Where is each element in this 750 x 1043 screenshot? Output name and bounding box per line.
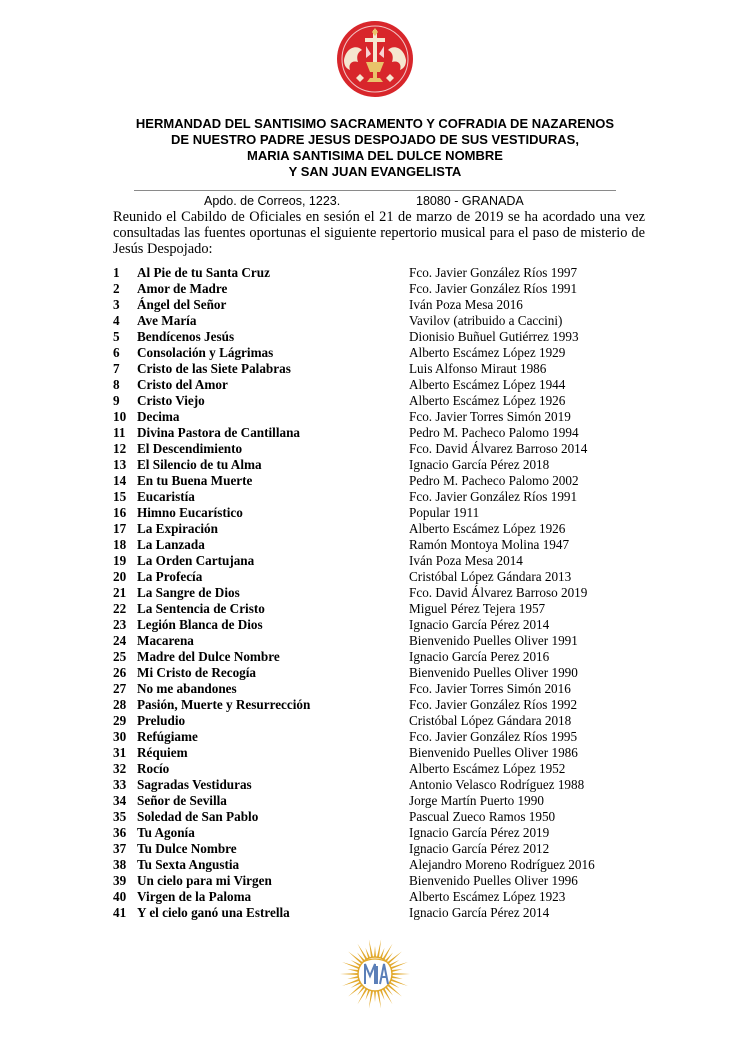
repertoire-row	[113, 553, 653, 569]
march-title: Cristo de las Siete Palabras	[137, 361, 291, 376]
repertoire-row	[113, 873, 653, 889]
repertoire-row	[113, 473, 653, 489]
march-number: 37	[113, 841, 127, 856]
repertoire-row	[113, 713, 653, 729]
intro-paragraph	[113, 209, 645, 257]
march-title: Al Pie de tu Santa Cruz	[137, 265, 270, 280]
march-number: 40	[113, 889, 127, 904]
march-title: En tu Buena Muerte	[137, 473, 253, 488]
march-composer: Fco. Javier González Ríos 1991	[409, 281, 578, 296]
march-title: Y el cielo ganó una Estrella	[137, 905, 290, 920]
march-title: La Expiración	[137, 521, 218, 536]
march-number: 32	[113, 761, 127, 776]
march-title: La Sentencia de Cristo	[137, 601, 265, 616]
march-composer: Fco. Javier González Ríos 1995	[409, 729, 578, 744]
march-number: 1	[113, 265, 120, 280]
march-composer: Jorge Martín Puerto 1990	[409, 793, 544, 808]
march-composer: Ignacio García Perez 2016	[409, 649, 550, 664]
march-title: Legión Blanca de Dios	[137, 617, 263, 632]
repertoire-row	[113, 665, 653, 681]
march-title: Amor de Madre	[137, 281, 228, 296]
march-composer: Bienvenido Puelles Oliver 1986	[409, 745, 578, 760]
march-number: 36	[113, 825, 127, 840]
march-composer: Fco. Javier González Ríos 1992	[409, 697, 578, 712]
march-title: Sagradas Vestiduras	[137, 777, 252, 792]
march-number: 18	[113, 537, 127, 552]
march-title: Decima	[137, 409, 180, 424]
march-number: 26	[113, 665, 127, 680]
march-composer: Luis Alfonso Miraut 1986	[409, 361, 547, 376]
march-composer: Miguel Pérez Tejera 1957	[409, 601, 546, 616]
repertoire-row	[113, 617, 653, 633]
march-title: Macarena	[137, 633, 194, 648]
repertoire-row	[113, 297, 653, 313]
march-title: Tu Agonía	[137, 825, 195, 840]
march-title: Tu Sexta Angustia	[137, 857, 240, 872]
march-composer: Ramón Montoya Molina 1947	[409, 537, 570, 552]
march-composer: Iván Poza Mesa 2016	[409, 297, 523, 312]
march-title: Eucaristía	[137, 489, 195, 504]
repertoire-row	[113, 329, 653, 345]
march-number: 33	[113, 777, 127, 792]
march-composer: Alberto Escámez López 1926	[409, 393, 566, 408]
march-composer: Fco. Javier González Ríos 1991	[409, 489, 578, 504]
header-divider	[134, 190, 616, 191]
march-number: 5	[113, 329, 120, 344]
march-composer: Cristóbal López Gándara 2018	[409, 713, 572, 728]
repertoire-row	[113, 889, 653, 905]
march-number: 6	[113, 345, 120, 360]
repertoire-row	[113, 697, 653, 713]
march-composer: Antonio Velasco Rodríguez 1988	[409, 777, 585, 792]
repertoire-row	[113, 905, 653, 921]
march-composer: Fco. Javier Torres Simón 2016	[409, 681, 571, 696]
repertoire-row	[113, 377, 653, 393]
march-composer: Fco. Javier González Ríos 1997	[409, 265, 578, 280]
march-title: La Lanzada	[137, 537, 205, 552]
repertoire-row	[113, 505, 653, 521]
repertoire-row	[113, 409, 653, 425]
march-composer: Pascual Zueco Ramos 1950	[409, 809, 556, 824]
march-title: El Silencio de tu Alma	[137, 457, 262, 472]
intro-text: Reunido el Cabildo de Oficiales en sesión el 21 de marzo de 2019 se ha acordado una vez consultadas las fuentes oportunas el siguiente repertorio musical para el paso de misterio de Jesús Despojado:	[113, 209, 645, 257]
march-number: 24	[113, 633, 127, 648]
march-composer: Alberto Escámez López 1952	[409, 761, 566, 776]
march-number: 11	[113, 425, 126, 440]
march-number: 29	[113, 713, 127, 728]
march-composer: Bienvenido Puelles Oliver 1996	[409, 873, 578, 888]
march-number: 20	[113, 569, 127, 584]
march-title: Cristo del Amor	[137, 377, 228, 392]
repertoire-row	[113, 585, 653, 601]
march-number: 3	[113, 297, 120, 312]
march-title: Soledad de San Pablo	[137, 809, 259, 824]
repertoire-row	[113, 569, 653, 585]
postal-code-city: 18080 - GRANADA	[416, 194, 524, 208]
repertoire-row	[113, 857, 653, 873]
postal-box: Apdo. de Correos, 1223.	[204, 194, 341, 208]
march-number: 25	[113, 649, 127, 664]
march-title: Cristo Viejo	[137, 393, 205, 408]
repertoire-row	[113, 425, 653, 441]
repertoire-row	[113, 681, 653, 697]
heading-line-4: Y SAN JUAN EVANGELISTA	[288, 164, 462, 179]
march-number: 2	[113, 281, 120, 296]
march-number: 4	[113, 313, 120, 328]
march-number: 28	[113, 697, 127, 712]
repertoire-row	[113, 537, 653, 553]
march-number: 15	[113, 489, 127, 504]
march-title: Réquiem	[137, 745, 188, 760]
march-composer: Fco. David Álvarez Barroso 2014	[409, 441, 588, 456]
repertoire-row	[113, 649, 653, 665]
march-number: 13	[113, 457, 127, 472]
march-composer: Ignacio García Pérez 2019	[409, 825, 550, 840]
march-title: Refúgiame	[137, 729, 198, 744]
march-title: Consolación y Lágrimas	[137, 345, 274, 360]
march-number: 10	[113, 409, 127, 424]
march-number: 17	[113, 521, 127, 536]
march-number: 22	[113, 601, 127, 616]
repertoire-row	[113, 521, 653, 537]
repertoire-row	[113, 633, 653, 649]
march-number: 12	[113, 441, 127, 456]
march-number: 8	[113, 377, 120, 392]
march-composer: Pedro M. Pacheco Palomo 2002	[409, 473, 579, 488]
march-title: La Orden Cartujana	[137, 553, 255, 568]
repertoire-row	[113, 729, 653, 745]
march-number: 39	[113, 873, 127, 888]
march-composer: Ignacio García Pérez 2014	[409, 617, 550, 632]
march-title: No me abandones	[137, 681, 237, 696]
march-title: La Profecía	[137, 569, 203, 584]
march-title: Bendícenos Jesús	[137, 329, 235, 344]
march-composer: Cristóbal López Gándara 2013	[409, 569, 572, 584]
march-title: Ave María	[137, 313, 197, 328]
march-composer: Alberto Escámez López 1923	[409, 889, 566, 904]
repertoire-row	[113, 745, 653, 761]
march-number: 38	[113, 857, 127, 872]
march-title: Pasión, Muerte y Resurrección	[137, 697, 311, 712]
repertoire-row	[113, 793, 653, 809]
march-composer: Dionisio Buñuel Gutiérrez 1993	[409, 329, 579, 344]
repertoire-row	[113, 361, 653, 377]
march-title: Rocío	[137, 761, 170, 776]
repertoire-row	[113, 281, 653, 297]
brotherhood-shield-icon	[336, 20, 414, 98]
march-title: Señor de Sevilla	[137, 793, 227, 808]
march-number: 23	[113, 617, 127, 632]
march-composer: Popular 1911	[409, 505, 480, 520]
repertoire-row	[113, 489, 653, 505]
march-composer: Ignacio García Pérez 2018	[409, 457, 550, 472]
marian-monogram-sunburst-icon	[339, 938, 411, 1010]
repertoire-row	[113, 841, 653, 857]
repertoire-row	[113, 345, 653, 361]
repertoire-row	[113, 601, 653, 617]
march-number: 21	[113, 585, 127, 600]
march-title: Mi Cristo de Recogía	[137, 665, 257, 680]
march-number: 9	[113, 393, 120, 408]
march-title: La Sangre de Dios	[137, 585, 240, 600]
march-number: 7	[113, 361, 120, 376]
repertoire-row	[113, 441, 653, 457]
march-composer: Alberto Escámez López 1929	[409, 345, 566, 360]
repertoire-row	[113, 313, 653, 329]
repertoire-row	[113, 777, 653, 793]
march-title: Ángel del Señor	[137, 297, 227, 312]
repertoire-row	[113, 761, 653, 777]
repertoire-row	[113, 265, 653, 281]
march-composer: Alberto Escámez López 1926	[409, 521, 566, 536]
march-title: Un cielo para mi Virgen	[137, 873, 272, 888]
march-number: 34	[113, 793, 127, 808]
march-number: 16	[113, 505, 127, 520]
repertoire-row	[113, 809, 653, 825]
march-number: 31	[113, 745, 127, 760]
march-number: 19	[113, 553, 127, 568]
march-composer: Bienvenido Puelles Oliver 1990	[409, 665, 578, 680]
march-composer: Fco. Javier Torres Simón 2019	[409, 409, 571, 424]
march-composer: Iván Poza Mesa 2014	[409, 553, 523, 568]
march-title: Divina Pastora de Cantillana	[137, 425, 301, 440]
march-title: Preludio	[137, 713, 186, 728]
march-number: 27	[113, 681, 127, 696]
repertoire-row	[113, 457, 653, 473]
march-number: 30	[113, 729, 127, 744]
march-composer: Alberto Escámez López 1944	[409, 377, 566, 392]
heading-line-1: HERMANDAD DEL SANTISIMO SACRAMENTO Y COFRADIA DE NAZARENOS	[135, 116, 615, 131]
march-composer: Alejandro Moreno Rodríguez 2016	[409, 857, 595, 872]
repertoire-list	[113, 265, 653, 921]
march-composer: Ignacio García Pérez 2014	[409, 905, 550, 920]
march-title: Tu Dulce Nombre	[137, 841, 237, 856]
march-composer: Fco. David Álvarez Barroso 2019	[409, 585, 588, 600]
repertoire-row	[113, 825, 653, 841]
march-composer: Bienvenido Puelles Oliver 1991	[409, 633, 578, 648]
heading-line-2: DE NUESTRO PADRE JESUS DESPOJADO DE SUS VESTIDURAS,	[171, 132, 579, 147]
march-composer: Ignacio García Pérez 2012	[409, 841, 550, 856]
march-number: 41	[113, 905, 127, 920]
brotherhood-heading	[0, 116, 750, 180]
march-title: Himno Eucarístico	[137, 505, 243, 520]
heading-line-3: MARIA SANTISIMA DEL DULCE NOMBRE	[247, 148, 503, 163]
march-composer: Pedro M. Pacheco Palomo 1994	[409, 425, 579, 440]
march-number: 35	[113, 809, 127, 824]
march-composer: Vavilov (atribuido a Caccini)	[409, 313, 563, 328]
march-number: 14	[113, 473, 127, 488]
repertoire-row	[113, 393, 653, 409]
march-title: El Descendimiento	[137, 441, 243, 456]
march-title: Virgen de la Paloma	[137, 889, 252, 904]
march-title: Madre del Dulce Nombre	[137, 649, 280, 664]
